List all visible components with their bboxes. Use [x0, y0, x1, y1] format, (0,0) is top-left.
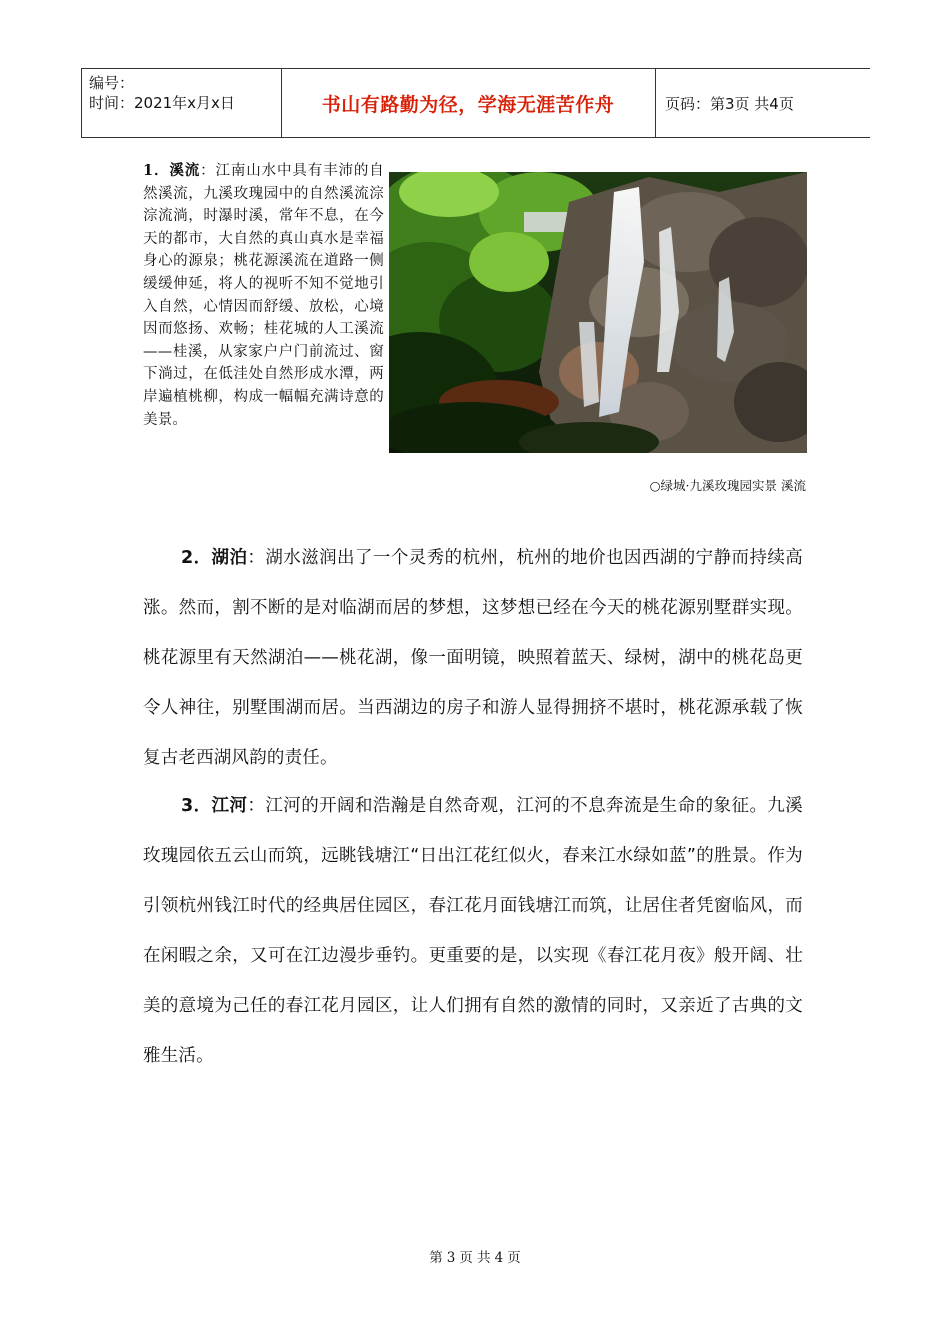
document-header [81, 68, 870, 138]
footer-mid: 页 共 [459, 1250, 491, 1266]
section-rivers-title: 江河 [211, 796, 248, 816]
section-streams [143, 160, 384, 431]
section-rivers-body: ：江河的开阔和浩瀚是自然奇观，江河的不息奔流是生命的象征。九溪玫瑰园依五云山而筑，远眺钱塘江“日出江花红似火，春来江水绿如蓝”的胜景。作为引领杭州钱江时代的经典居住园区，春江花月面钱塘江而筑，让居住者凭窗临风，而在闲暇之余，又可在江边漫步垂钓。更重要的是，以实现《春江花月夜》般开阔、壮美的意境为己任的春江花月园区，让人们拥有自然的激情的同时，又亲近了古典的文雅生活。 [143, 796, 803, 1066]
section-lakes-title: 湖泊 [211, 548, 248, 568]
page-footer [0, 1246, 950, 1266]
waterfall-photo [389, 172, 807, 453]
section-lakes-number: 2． [181, 548, 212, 568]
footer-total: 4 [494, 1250, 504, 1266]
section-rivers-number: 3． [181, 796, 212, 816]
header-page-info: 页码：第3页 共4页 [665, 95, 794, 113]
section-rivers [143, 781, 803, 1081]
code-label: 编号： [89, 74, 135, 92]
time-label: 时间：2021年x月x日 [89, 94, 235, 112]
footer-prefix: 第 [429, 1250, 443, 1266]
photo-caption: ○绿城·九溪玫瑰园实景 溪流 [649, 478, 806, 493]
section-lakes [143, 533, 803, 783]
header-motto: 书山有路勤为径，学海无涯苦作舟 [321, 93, 615, 116]
footer-page: 3 [446, 1250, 456, 1266]
waterfall-image [389, 172, 807, 453]
section-streams-title: 溪流 [169, 162, 201, 179]
header-divider-2 [655, 69, 656, 137]
section-streams-body: ：江南山水中具有丰沛的自然溪流，九溪玫瑰园中的自然溪流淙淙流淌，时瀑时溪，常年不息，在今天的都市，大自然的真山真水是幸福身心的源泉；桃花源溪流在道路一侧缓缓伸延，将人的视听不知不觉地引入自然，心情因而舒缓、放松，心境因而悠扬、欢畅；桂花城的人工溪流——桂溪，从家家户户门前流过、窗下淌过，在低洼处自然形成水潭，两岸遍植桃柳，构成一幅幅充满诗意的美景。 [143, 163, 384, 428]
section-lakes-body: ：湖水滋润出了一个灵秀的杭州，杭州的地价也因西湖的宁静而持续高涨。然而，割不断的是对临湖而居的梦想，这梦想已经在今天的桃花源别墅群实现。桃花源里有天然湖泊——桃花湖，像一面明镜，映照着蓝天、绿树，湖中的桃花岛更令人神往，别墅围湖而居。当西湖边的房子和游人显得拥挤不堪时，桃花源承载了恢复古老西湖风韵的责任。 [143, 548, 803, 768]
header-border-left [81, 69, 82, 137]
header-left-cell [89, 73, 235, 113]
section-streams-number: 1． [143, 162, 170, 179]
footer-suffix: 页 [507, 1250, 521, 1266]
